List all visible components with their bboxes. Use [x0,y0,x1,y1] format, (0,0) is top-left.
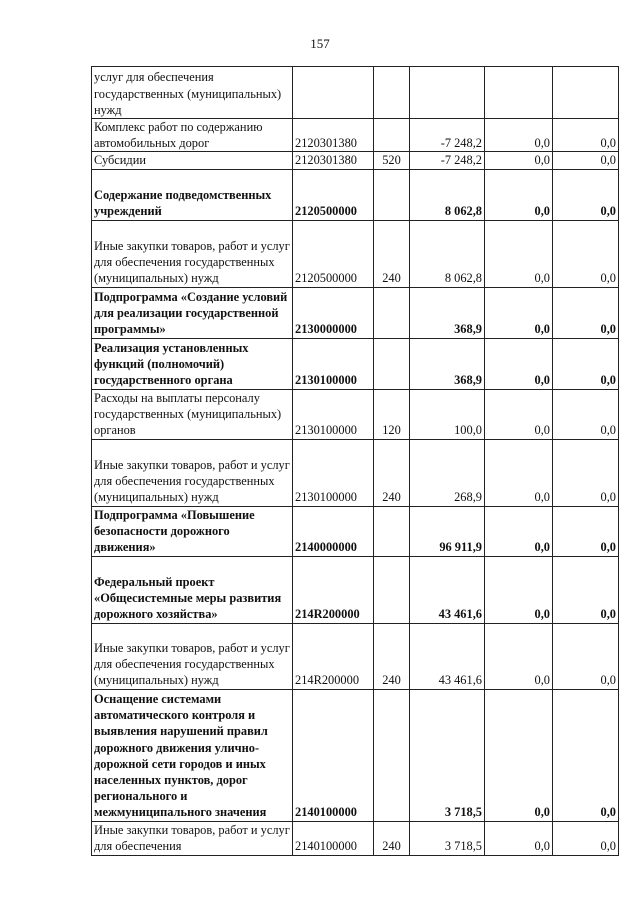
value-2-cell: 0,0 [485,389,553,439]
item-name-cell: услуг для обеспечения государственных (муниципальных) нужд [92,67,293,119]
expense-type-cell [374,338,410,389]
value-3-cell: 0,0 [553,389,619,439]
expense-type-cell: 240 [374,220,410,287]
expense-type-cell: 240 [374,821,410,855]
expense-type-cell: 520 [374,152,410,169]
item-name-cell: Оснащение системами автоматического контроля и выявления нарушений правил дорожного движения улично-дорожной сети городов и иных населенных пунктов, дорог регионального и межмуниципального значения [92,689,293,821]
item-name-cell: Федеральный проект «Общесистемные меры развития дорожного хозяйства» [92,556,293,623]
item-name-cell: Комплекс работ по содержанию автомобильных дорог [92,119,293,152]
target-code-cell: 2140100000 [293,689,374,821]
item-name-cell: Подпрограмма «Повышение безопасности дорожного движения» [92,506,293,556]
item-name-cell: Иные закупки товаров, работ и услуг для обеспечения государственных (муниципальных) нужд [92,439,293,506]
value-2-cell: 0,0 [485,439,553,506]
value-3-cell: 0,0 [553,220,619,287]
table-row [92,689,619,821]
amount-cell: 96 911,9 [410,506,485,556]
value-2-cell: 0,0 [485,506,553,556]
value-2-cell: 0,0 [485,169,553,220]
expense-type-cell [374,689,410,821]
page-number: 157 [310,36,330,51]
target-code-cell: 2120500000 [293,220,374,287]
target-code-cell: 214R200000 [293,623,374,689]
value-2-cell: 0,0 [485,623,553,689]
expense-type-cell [374,287,410,338]
table-row [92,389,619,439]
table-row [92,67,619,119]
amount-cell: -7 248,2 [410,152,485,169]
expense-type-cell: 120 [374,389,410,439]
expense-type-cell [374,556,410,623]
amount-cell: 43 461,6 [410,623,485,689]
amount-cell: 3 718,5 [410,689,485,821]
expense-type-cell: 240 [374,623,410,689]
value-2-cell: 0,0 [485,556,553,623]
table-row [92,556,619,623]
target-code-cell: 2120301380 [293,152,374,169]
table-row [92,338,619,389]
expense-type-cell [374,119,410,152]
target-code-cell [293,67,374,119]
value-2-cell: 0,0 [485,119,553,152]
amount-cell: 100,0 [410,389,485,439]
value-2-cell: 0,0 [485,220,553,287]
expense-type-cell: 240 [374,439,410,506]
target-code-cell: 2140000000 [293,506,374,556]
item-name-cell: Содержание подведомственных учреждений [92,169,293,220]
item-name-cell: Субсидии [92,152,293,169]
target-code-cell: 2120500000 [293,169,374,220]
target-code-cell: 2130100000 [293,439,374,506]
amount-cell [410,67,485,119]
value-2-cell: 0,0 [485,338,553,389]
amount-cell: 8 062,8 [410,169,485,220]
table-row [92,119,619,152]
amount-cell: 368,9 [410,287,485,338]
amount-cell: -7 248,2 [410,119,485,152]
table-row [92,287,619,338]
target-code-cell: 2130000000 [293,287,374,338]
item-name-cell: Иные закупки товаров, работ и услуг для обеспечения государственных (муниципальных) нужд [92,623,293,689]
value-3-cell: 0,0 [553,338,619,389]
expense-type-cell [374,67,410,119]
table-row [92,169,619,220]
value-3-cell: 0,0 [553,439,619,506]
target-code-cell: 2140100000 [293,821,374,855]
amount-cell: 268,9 [410,439,485,506]
value-2-cell: 0,0 [485,287,553,338]
value-3-cell: 0,0 [553,169,619,220]
target-code-cell: 2130100000 [293,389,374,439]
value-3-cell [553,67,619,119]
value-3-cell: 0,0 [553,623,619,689]
table-row [92,152,619,169]
table-row [92,821,619,855]
value-3-cell: 0,0 [553,119,619,152]
amount-cell: 8 062,8 [410,220,485,287]
value-2-cell: 0,0 [485,152,553,169]
value-3-cell: 0,0 [553,152,619,169]
amount-cell: 368,9 [410,338,485,389]
value-2-cell [485,67,553,119]
item-name-cell: Иные закупки товаров, работ и услуг для обеспечения государственных (муниципальных) нужд [92,220,293,287]
table-row [92,439,619,506]
table-row [92,220,619,287]
value-3-cell: 0,0 [553,556,619,623]
amount-cell: 43 461,6 [410,556,485,623]
item-name-cell: Реализация установленных функций (полномочий) государственного органа [92,338,293,389]
budget-table-body [92,67,619,856]
target-code-cell: 214R200000 [293,556,374,623]
value-2-cell: 0,0 [485,821,553,855]
amount-cell: 3 718,5 [410,821,485,855]
value-3-cell: 0,0 [553,689,619,821]
item-name-cell: Иные закупки товаров, работ и услуг для обеспечения [92,821,293,855]
table-row [92,506,619,556]
item-name-cell: Расходы на выплаты персоналу государственных (муниципальных) органов [92,389,293,439]
value-3-cell: 0,0 [553,287,619,338]
expense-type-cell [374,506,410,556]
budget-table [91,66,619,856]
target-code-cell: 2120301380 [293,119,374,152]
value-3-cell: 0,0 [553,506,619,556]
item-name-cell: Подпрограмма «Создание условий для реализации государственной программы» [92,287,293,338]
value-3-cell: 0,0 [553,821,619,855]
expense-type-cell [374,169,410,220]
target-code-cell: 2130100000 [293,338,374,389]
value-2-cell: 0,0 [485,689,553,821]
table-row [92,623,619,689]
